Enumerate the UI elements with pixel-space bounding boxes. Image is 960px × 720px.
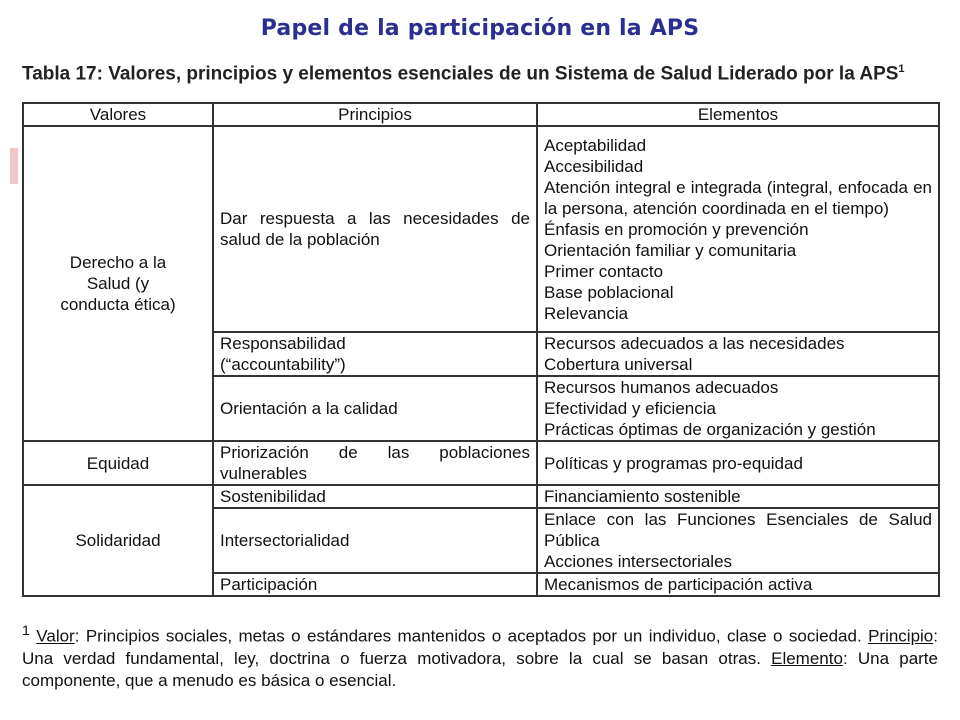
elemento-item: Efectividad y eficiencia: [544, 399, 716, 418]
elementos-cell: [537, 376, 939, 441]
header-elementos: Elementos: [537, 103, 939, 126]
elementos-cell: [537, 332, 939, 376]
elemento-item: Recursos humanos adecuados: [544, 378, 779, 397]
table-row: [23, 485, 939, 508]
principio-cell: Responsabilidad (“accountability”): [213, 332, 537, 376]
elemento-item: Énfasis en promoción y prevención: [544, 219, 809, 239]
footnote-def-valor: : Principios sociales, metas o estándares mantenidos o aceptados por un individuo, clase o sociedad.: [74, 626, 869, 646]
elemento-item: Recursos adecuados a las necesidades: [544, 334, 845, 353]
principio-cell: Orientación a la calidad: [213, 376, 537, 441]
elementos-cell: [537, 441, 939, 485]
elemento-item: Base poblacional: [544, 282, 674, 302]
elemento-item: Accesibilidad: [544, 156, 644, 176]
footnote-def-elemento: : Una parte componente, que a menudo es básica o esencial.: [22, 648, 938, 690]
elemento-item: Mecanismos de participación activa: [544, 575, 813, 594]
principio-cell: Intersectorialidad: [213, 508, 537, 573]
elemento-item: Financiamiento sostenible: [544, 487, 741, 506]
table-row: [23, 126, 939, 332]
elemento-item: Prácticas óptimas de organización y gestión: [544, 420, 876, 439]
elemento-item: Cobertura universal: [544, 355, 693, 374]
principio-cell: Participación: [213, 573, 537, 596]
elemento-item: Enlace con las Funciones Esenciales de Salud Pública: [544, 510, 932, 550]
elemento-item: Acciones intersectoriales: [544, 552, 733, 571]
footnote-term-principio: Principio: [868, 626, 934, 646]
decorative-red-mark: [10, 148, 18, 184]
table-caption: [22, 60, 942, 83]
valor-cell: Equidad: [23, 441, 213, 485]
table-header-row: [23, 103, 939, 126]
elemento-item: Orientación familiar y comunitaria: [544, 240, 797, 260]
table-row: [23, 441, 939, 485]
slide-title: Papel de la participación en la APS: [260, 16, 700, 41]
elemento-item: Primer contacto: [544, 261, 664, 281]
valor-cell: Derecho a la Salud (y conducta ética): [23, 126, 213, 441]
table-caption-footnote-marker: 1: [898, 63, 905, 75]
footnote-term-valor: Valor: [36, 626, 75, 646]
principio-cell: Priorización de las poblaciones vulnerables: [213, 441, 537, 485]
header-principios: Principios: [213, 103, 537, 126]
elementos-cell: [537, 573, 939, 596]
elemento-item: Atención integral e integrada (integral, enfocada en la persona, atención coordinada en el tiempo): [544, 177, 932, 218]
footnote-def-principio: : Una verdad fundamental, ley, doctrina o fuerza motivadora, sobre la cual se basan otras.: [22, 626, 938, 668]
principio-cell: Dar respuesta a las necesidades de salud de la población: [213, 126, 537, 332]
footnote-marker: 1: [22, 623, 30, 639]
footnote-term-elemento: Elemento: [771, 648, 843, 668]
elemento-item: Políticas y programas pro-equidad: [544, 453, 803, 473]
elementos-cell: [537, 508, 939, 573]
table-caption-text: Tabla 17: Valores, principios y elementos esenciales de un Sistema de Salud Liderado por la APS: [22, 63, 899, 85]
elemento-item: Aceptabilidad: [544, 135, 647, 155]
valor-cell: Solidaridad: [23, 485, 213, 596]
elementos-cell: [537, 485, 939, 508]
values-principles-elements-table: [22, 102, 940, 597]
elemento-item: Relevancia: [544, 303, 629, 323]
header-valores: Valores: [23, 103, 213, 126]
principio-cell: Sostenibilidad: [213, 485, 537, 508]
table-footnote: [22, 620, 938, 692]
elementos-cell: [537, 126, 939, 332]
